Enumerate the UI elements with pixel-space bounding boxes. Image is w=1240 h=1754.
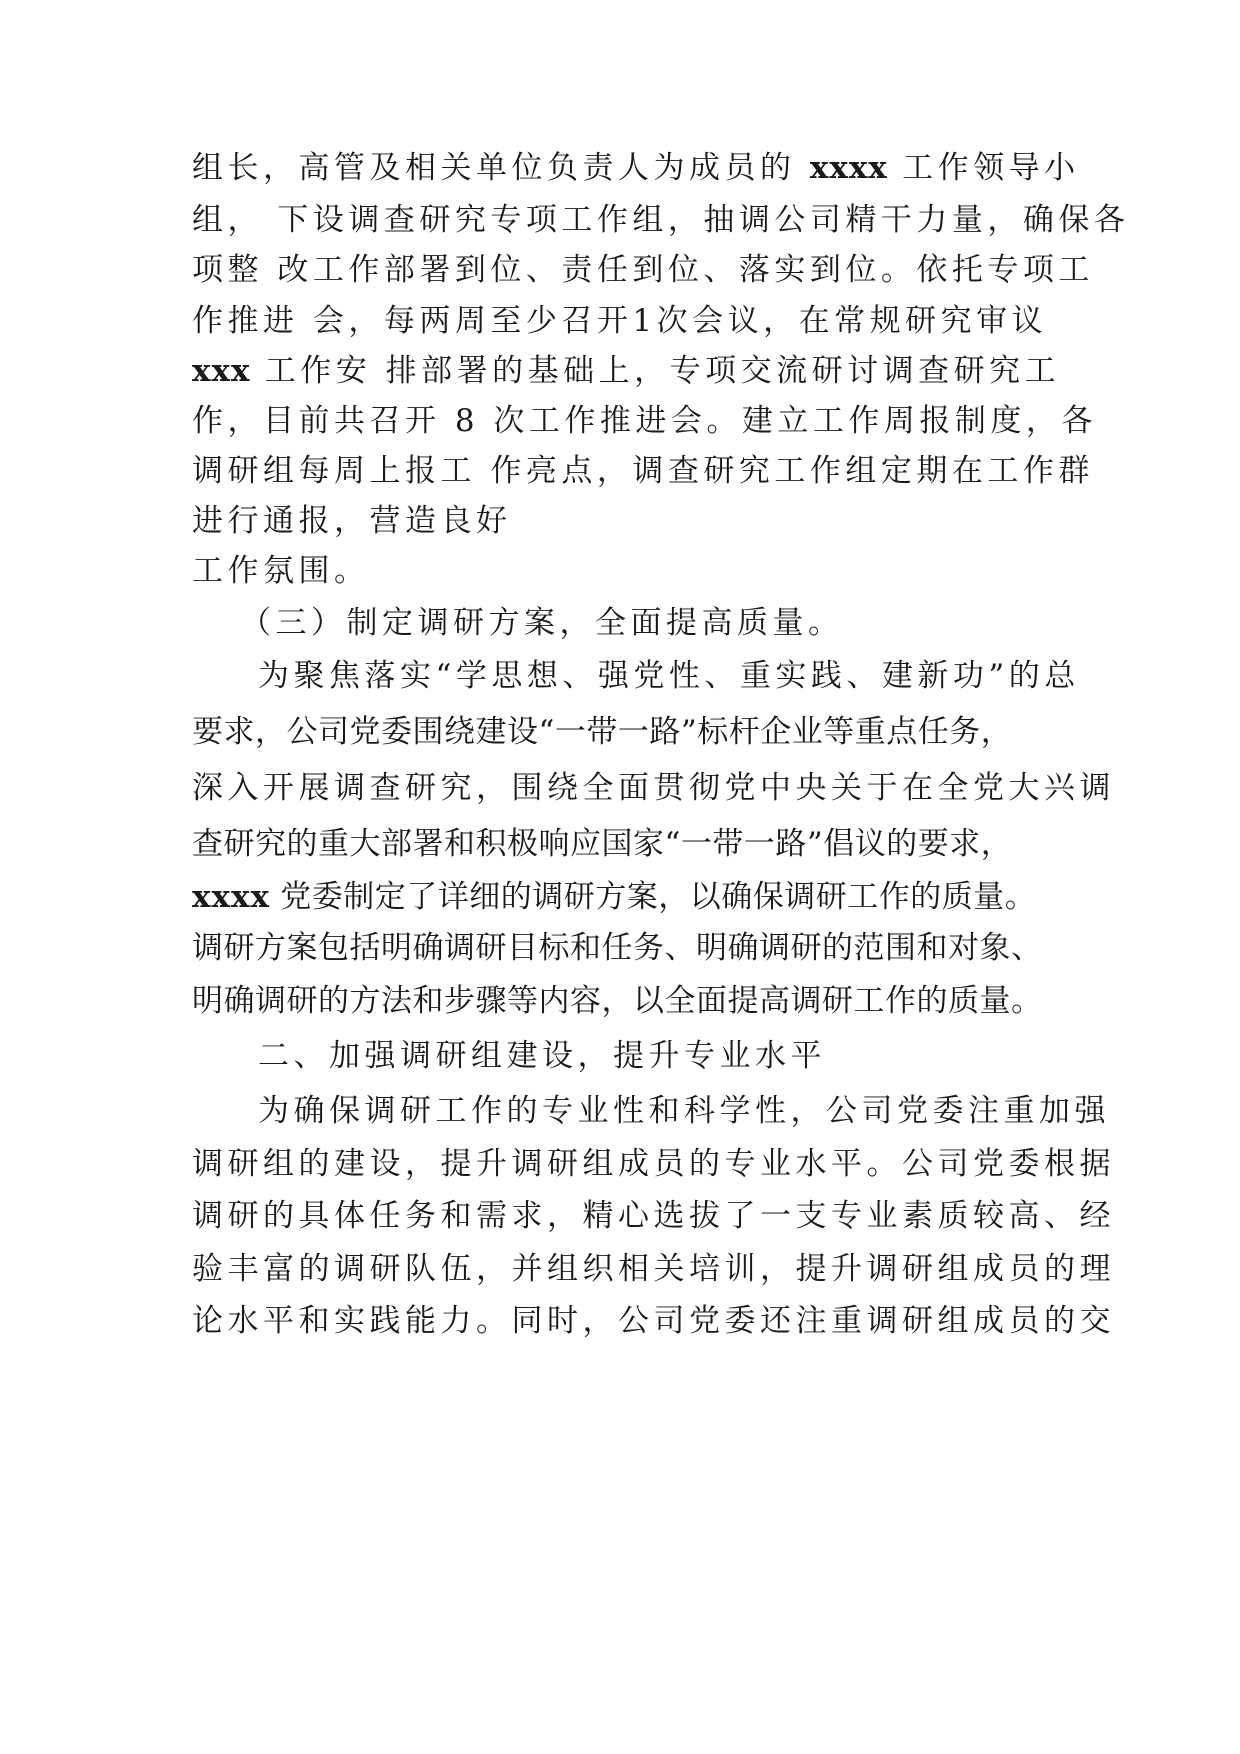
text-line: 为聚焦落实“学思想、强党性、重实践、建新功”的总 bbox=[258, 658, 1080, 694]
text-line: 调研组每周上报工 作亮点，调查研究工作组定期在工作群 bbox=[192, 453, 1094, 489]
text-line: 深入开展调查研究，围绕全面贯彻党中央关于在全党大兴调 bbox=[192, 770, 1115, 806]
placeholder-text: xxx bbox=[192, 353, 251, 389]
text-line: 论水平和实践能力。同时，公司党委还注重调研组成员的交 bbox=[192, 1303, 1115, 1339]
text-line: 组长，高管及相关单位负责人为成员的 xxxx 工作领导小 bbox=[192, 150, 1080, 186]
text-line: 作推进 会，每两周至少召开1次会议，在常规研究审议 bbox=[192, 303, 1048, 339]
text-line: 要求，公司党委围绕建设“一带一路”标杆企业等重点任务， bbox=[192, 714, 1013, 750]
text-line: 查研究的重大部署和积极响应国家“一带一路”倡议的要求， bbox=[192, 826, 1013, 862]
text-line: 验丰富的调研队伍，并组织相关培训，提升调研组成员的理 bbox=[192, 1251, 1115, 1287]
section-heading: 二、加强调研组建设，提升专业水平 bbox=[258, 1038, 826, 1074]
text-line: 项整 改工作部署到位、责任到位、落实到位。依托专项工 bbox=[192, 252, 1094, 288]
placeholder-text: xxxx bbox=[192, 879, 270, 915]
text-line: 为确保调研工作的专业性和科学性，公司党委注重加强 bbox=[258, 1093, 1110, 1129]
text-line: xxx 工作安 排部署的基础上，专项交流研讨调查研究工 bbox=[192, 353, 1061, 389]
text-line: 进行通报，营造良好 bbox=[192, 503, 512, 539]
text-line: 调研的具体任务和需求，精心选拔了一支专业素质较高、经 bbox=[192, 1198, 1115, 1234]
text-line: 工作氛围。 bbox=[192, 553, 370, 589]
text-line: xxxx 党委制定了详细的调研方案，以确保调研工作的质量。 bbox=[192, 879, 1037, 915]
text-line: 调研组的建设，提升调研组成员的专业水平。公司党委根据 bbox=[192, 1146, 1115, 1182]
section-heading: （三）制定调研方案，全面提高质量。 bbox=[240, 605, 844, 641]
text-line: 组， 下设调查研究专项工作组，抽调公司精干力量，确保各 bbox=[192, 202, 1130, 238]
text-line: 调研方案包括明确调研目标和任务、明确调研的范围和对象、 bbox=[192, 930, 1043, 966]
text-line: 作，目前共召开 8 次工作推进会。建立工作周报制度，各 bbox=[192, 403, 1097, 439]
text-line: 明确调研的方法和步骤等内容，以全面提高调研工作的质量。 bbox=[192, 983, 1043, 1019]
placeholder-text: xxxx bbox=[809, 150, 888, 186]
